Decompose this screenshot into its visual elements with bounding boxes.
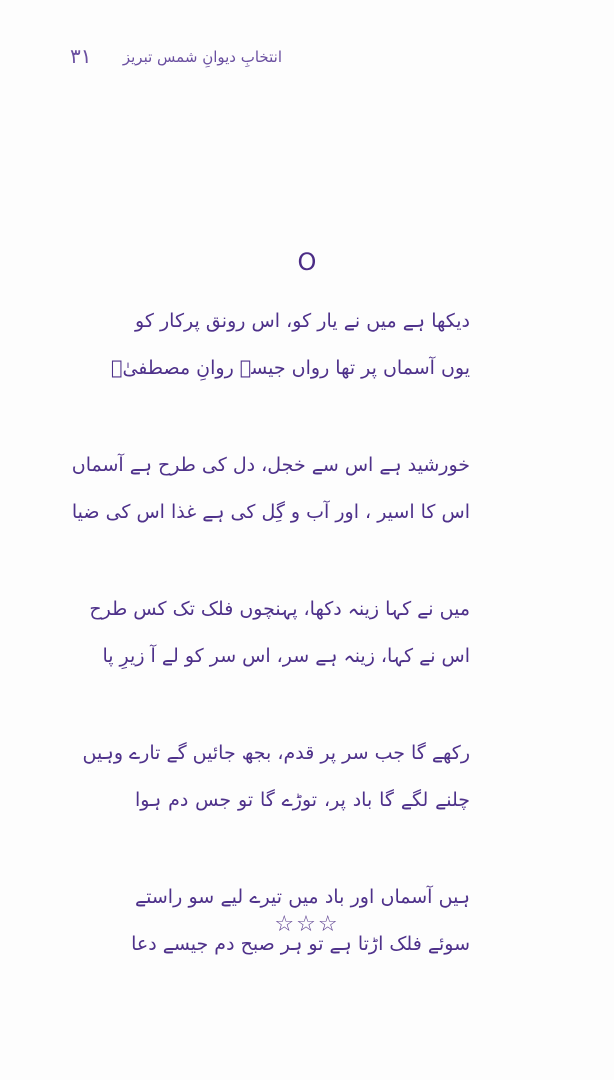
stanza-2 bbox=[71, 442, 470, 536]
poem-line: اس کا اسیر ، اور آب و گِل کی ہے غذا اس کی ضیا bbox=[71, 501, 470, 523]
poem-line: اس نے کہا، زینہ ہے سر، اس سر کو لے آ زیرِ پا bbox=[102, 645, 470, 667]
poem-line: میں نے کہا زینہ دکھا، پہنچوں فلک تک کس طرح bbox=[89, 598, 470, 620]
book-title: انتخابِ دیوانِ شمس تبریز bbox=[122, 48, 282, 66]
poem-line: دیکھا ہے میں نے یار کو، اس رونق پرکار کو bbox=[135, 310, 470, 332]
stanza-3 bbox=[89, 586, 470, 680]
poem-ornament: O bbox=[297, 248, 317, 276]
poem-line: یوں آسماں پر تھا رواں جیسے روانِ مصطفیٰؐ bbox=[111, 357, 470, 379]
stanza-1 bbox=[111, 298, 470, 392]
poem bbox=[71, 298, 470, 1018]
poem-line: چلنے لگے گا باد پر، توڑے گا تو جس دم ہوا bbox=[135, 789, 470, 811]
poem-line: ہیں آسماں اور باد میں تیرے لیے سو راستے bbox=[135, 886, 470, 908]
stanza-4 bbox=[82, 730, 470, 824]
poem-line: خورشید ہے اس سے خجل، دل کی طرح ہے آسماں bbox=[71, 454, 470, 476]
poem-line: سوئے فلک اڑتا ہے تو ہر صبح دم جیسے دعا bbox=[131, 933, 470, 955]
poem-line: رکھے گا جب سر پر قدم، بجھ جائیں گے تارے وہیں bbox=[82, 742, 470, 764]
page-number: ۳۱ bbox=[70, 44, 92, 68]
end-stars-ornament: ☆☆☆ bbox=[274, 912, 340, 937]
